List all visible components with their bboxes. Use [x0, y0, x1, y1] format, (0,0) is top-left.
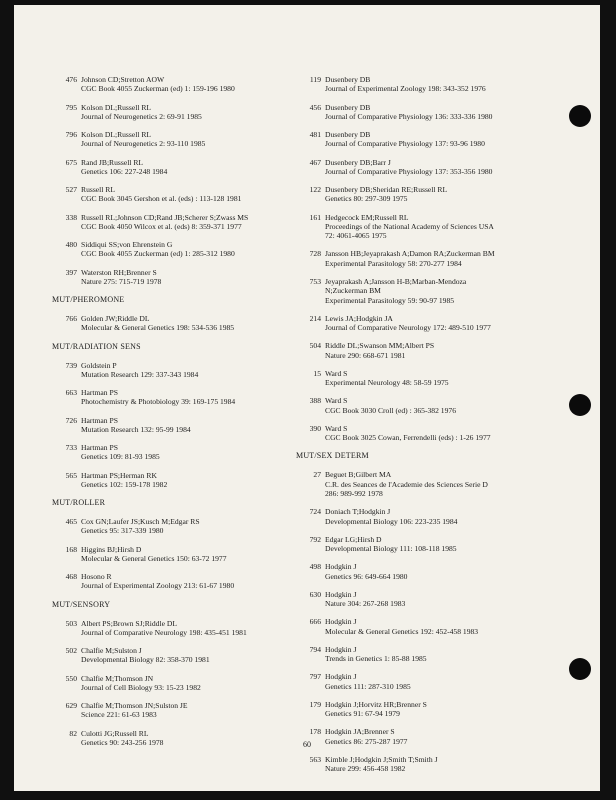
- citation-source: Genetics 86: 275-287 1977: [325, 736, 408, 746]
- citation-authors: Hartman PS: [81, 388, 118, 397]
- citation-source: Mutation Research 132: 95-99 1984: [81, 424, 191, 434]
- citation-number: 465: [65, 517, 77, 526]
- page-number: 60: [303, 740, 311, 749]
- citation-source: CGC Book 3030 Croll (ed) : 365-382 1976: [325, 405, 456, 415]
- citation-authors: Hartman PS;Herman RK: [81, 470, 157, 480]
- citation-authors: Ward S: [325, 368, 348, 378]
- citation-number: 27: [313, 470, 321, 480]
- citation-entry: [296, 470, 588, 498]
- citation-source: 286: 989-992 1978: [325, 489, 383, 499]
- citation-number: 161: [309, 212, 321, 222]
- citation-number: 397: [65, 267, 77, 277]
- citation-entry: [296, 672, 588, 691]
- citation-authors: Lewis JA;Hodgkin JA: [325, 313, 393, 323]
- citation-authors: Doniach T;Hodgkin J: [325, 507, 391, 517]
- citation-number: 481: [309, 130, 321, 139]
- citation-number: 82: [69, 728, 77, 738]
- citation-entry: [296, 396, 588, 415]
- citation-source: Journal of Comparative Physiology 137: 93-96 1980: [325, 139, 485, 149]
- binder-hole: [569, 394, 591, 416]
- citation-entry: [52, 213, 302, 232]
- citation-entry: [296, 645, 588, 664]
- citation-source: Journal of Experimental Zoology 213: 61-67 1980: [81, 581, 235, 591]
- citation-source: Journal of Comparative Physiology 137: 353-356 1980: [325, 166, 493, 176]
- citation-source: Journal of Comparative Neurology 198: 435-451 1981: [81, 627, 247, 637]
- citation-source: 72: 4061-4065 1975: [325, 231, 387, 241]
- citation-authors: Hodgkin J: [325, 672, 357, 682]
- citation-number: 504: [309, 341, 321, 351]
- citation-number: 468: [65, 572, 77, 581]
- citation-source: C.R. des Seances de l'Academie des Sciences Serie D: [325, 479, 488, 489]
- citation-entry: [296, 755, 588, 774]
- citation-authors: Hosono R: [81, 572, 112, 581]
- citation-source: CGC Book 3045 Gershon et al. (eds) : 113-128 1981: [81, 194, 242, 204]
- section-heading: MUT/PHEROMONE: [52, 295, 125, 304]
- citation-entry: [52, 103, 302, 122]
- citation-authors: Golden JW;Riddle DL: [81, 314, 150, 323]
- citation-source: Journal of Cell Biology 93: 15-23 1982: [81, 682, 201, 692]
- citation-number: 796: [65, 130, 77, 139]
- citation-entry: [296, 700, 588, 719]
- citation-source: Journal of Comparative Physiology 136: 333-336 1980: [325, 111, 493, 121]
- citation-entry: [52, 240, 302, 259]
- citation-entry: [52, 268, 302, 287]
- citation-entry: [296, 249, 588, 268]
- citation-entry: [52, 517, 302, 536]
- citation-entry: [52, 158, 302, 177]
- citation-source: Genetics 106: 227-248 1984: [81, 166, 168, 176]
- citation-number: 792: [309, 534, 321, 544]
- citation-authors: Hodgkin J: [325, 589, 357, 599]
- citation-source: Proceedings of the National Academy of Sciences USA: [325, 221, 494, 231]
- citation-entry: [296, 158, 588, 177]
- citation-number: 794: [309, 644, 321, 654]
- citation-entry: [296, 590, 588, 609]
- citation-authors: Kolson DL;Russell RL: [81, 102, 152, 112]
- citation-entry: [52, 674, 302, 693]
- citation-source: Genetics 102: 159-178 1982: [81, 479, 168, 489]
- citation-authors: Hodgkin J: [325, 562, 357, 572]
- citation-authors: Siddiqui SS;von Ehrenstein G: [81, 240, 173, 249]
- citation-number: 766: [65, 314, 77, 323]
- citation-entry: [52, 416, 302, 435]
- citation-authors: Jansson HB;Jeyaprakash A;Damon RA;Zuckerman BM: [325, 249, 495, 259]
- citation-entry: [52, 75, 302, 94]
- citation-entry: [296, 185, 588, 204]
- citation-source: Genetics 111: 287-310 1985: [325, 681, 411, 691]
- citation-number: 733: [65, 443, 77, 452]
- citation-authors: Hodgkin J;Horvitz HR;Brenner S: [325, 699, 427, 709]
- citation-authors: Dusenbery DB;Barr J: [325, 157, 391, 167]
- section-heading: MUT/ROLLER: [52, 498, 106, 507]
- citation-number: 179: [309, 699, 321, 709]
- citation-entry: [52, 185, 302, 204]
- citation-authors: Goldstein P: [81, 360, 117, 370]
- citation-number: 502: [65, 646, 77, 655]
- citation-number: 122: [309, 185, 321, 194]
- citation-authors: Johnson CD;Stretton AOW: [81, 75, 165, 84]
- citation-authors: Russell RL;Johnson CD;Rand JB;Scherer S;Zwass MS: [81, 212, 249, 222]
- citation-source: Photochemistry & Photobiology 39: 169-175 1984: [81, 397, 236, 407]
- citation-number: 168: [65, 544, 77, 554]
- citation-source: Genetics 109: 81-93 1985: [81, 452, 160, 462]
- citation-source: Science 221: 61-63 1983: [81, 710, 157, 720]
- citation-entry: [52, 646, 302, 665]
- binder-hole: [569, 105, 591, 127]
- citation-number: 456: [309, 102, 321, 112]
- citation-source: N;Zuckerman BM: [325, 286, 381, 296]
- citation-number: 663: [65, 388, 77, 397]
- citation-number: 629: [65, 701, 77, 710]
- citation-source: Trends in Genetics 1: 85-88 1985: [325, 654, 427, 664]
- citation-entry: [296, 75, 588, 94]
- citation-entry: [52, 701, 302, 720]
- citation-authors: Dusenbery DB;Sheridan RE;Russell RL: [325, 185, 448, 194]
- citation-entry: [296, 341, 588, 360]
- citation-source: Genetics 95: 317-339 1980: [81, 526, 164, 536]
- citation-entry: [296, 617, 588, 636]
- citation-authors: Hodgkin J: [325, 617, 357, 627]
- citation-number: 390: [309, 423, 321, 433]
- citation-authors: Culotti JG;Russell RL: [81, 728, 149, 738]
- citation-source: Molecular & General Genetics 192: 452-458 1983: [325, 626, 479, 636]
- citation-authors: Cox GN;Laufer JS;Kusch M;Edgar RS: [81, 517, 200, 526]
- citation-authors: Higgins BJ;Hirsh D: [81, 544, 142, 554]
- citation-source: CGC Book 4055 Zuckerman (ed) 1: 285-312 1980: [81, 249, 235, 259]
- citation-number: 476: [65, 75, 77, 84]
- citation-authors: Hartman PS: [81, 415, 118, 425]
- citation-source: Mutation Research 129: 337-343 1984: [81, 369, 199, 379]
- section-heading: MUT/RADIATION SENS: [52, 341, 141, 351]
- citation-entry: [296, 369, 588, 388]
- citation-number: 550: [65, 673, 77, 683]
- citation-source: Experimental Parasitology 58: 270-277 1984: [325, 258, 462, 268]
- citation-authors: Dusenbery DB: [325, 130, 371, 139]
- section-heading: MUT/SEX DETERM: [296, 451, 369, 461]
- citation-authors: Rand JB;Russell RL: [81, 157, 144, 167]
- citation-source: CGC Book 4050 Wilcox et al. (eds) 8: 359-371 1977: [81, 221, 242, 231]
- citation-entry: [296, 424, 588, 443]
- citation-authors: Chalfie M;Thomson JN;Sulston JE: [81, 701, 188, 710]
- citation-entry: [52, 314, 302, 333]
- citation-entry: [52, 388, 302, 407]
- citation-number: 214: [309, 313, 321, 323]
- citation-source: Journal of Neurogenetics 2: 93-110 1985: [81, 139, 206, 149]
- citation-authors: Russell RL: [81, 185, 115, 194]
- citation-source: Genetics 80: 297-309 1975: [325, 194, 408, 204]
- citation-source: Developmental Biology 111: 108-118 1985: [325, 544, 457, 554]
- citation-number: 724: [309, 507, 321, 517]
- citation-number: 467: [309, 157, 321, 167]
- citation-authors: Kimble J;Hodgkin J;Smith T;Smith J: [325, 754, 438, 764]
- citation-entry: [296, 507, 588, 526]
- citation-number: 666: [309, 617, 321, 627]
- section-heading: MUT/SENSORY: [52, 599, 111, 609]
- citation-authors: Hartman PS: [81, 443, 118, 452]
- citation-source: CGC Book 4055 Zuckerman (ed) 1: 159-196 1980: [81, 84, 235, 94]
- citation-entry: [52, 572, 302, 591]
- citation-entry: [296, 277, 588, 305]
- citation-number: 726: [65, 415, 77, 425]
- citation-authors: Dusenbery DB: [325, 75, 371, 84]
- citation-source: Genetics 96: 649-664 1980: [325, 571, 408, 581]
- citation-entry: [52, 361, 302, 380]
- citation-entry: [296, 562, 588, 581]
- citation-number: 739: [65, 360, 77, 370]
- citation-authors: Jeyaprakash A;Jansson H-B;Marban-Mendoza: [325, 276, 467, 286]
- citation-number: 753: [309, 276, 321, 286]
- citation-number: 503: [65, 618, 77, 628]
- citation-source: Nature 304: 267-268 1983: [325, 599, 406, 609]
- citation-authors: Ward S: [325, 423, 348, 433]
- citation-number: 563: [309, 754, 321, 764]
- citation-entry: [52, 443, 302, 462]
- left-column: [52, 75, 302, 756]
- citation-number: 15: [313, 368, 321, 378]
- citation-number: 527: [65, 185, 77, 194]
- citation-number: 795: [65, 102, 77, 112]
- citation-entry: [296, 213, 588, 241]
- citation-source: Journal of Neurogenetics 2: 69-91 1985: [81, 111, 202, 121]
- right-column: [296, 75, 588, 782]
- citation-authors: Hodgkin JA;Brenner S: [325, 727, 395, 737]
- citation-entry: [296, 103, 588, 122]
- binder-hole: [569, 658, 591, 680]
- citation-authors: Albert PS;Brown SJ;Riddle DL: [81, 618, 177, 628]
- citation-authors: Chalfie M;Sulston J: [81, 646, 142, 655]
- citation-number: 728: [309, 249, 321, 259]
- citation-source: Genetics 90: 243-256 1978: [81, 737, 164, 747]
- citation-number: 338: [65, 212, 77, 222]
- citation-source: Experimental Parasitology 59: 90-97 1985: [325, 295, 455, 305]
- citation-authors: Ward S: [325, 396, 348, 406]
- citation-number: 119: [309, 75, 321, 84]
- citation-entry: [52, 130, 302, 149]
- citation-authors: Waterston RH;Brenner S: [81, 267, 157, 277]
- citation-source: Developmental Biology 106: 223-235 1984: [325, 516, 458, 526]
- citation-authors: Edgar LG;Hirsh D: [325, 534, 382, 544]
- citation-source: Genetics 91: 67-94 1979: [325, 709, 400, 719]
- citation-source: Molecular & General Genetics 198: 534-536 1985: [81, 323, 235, 333]
- citation-entry: [296, 314, 588, 333]
- citation-source: CGC Book 3025 Cowan, Ferrendelli (eds) : 1-26 1977: [325, 433, 491, 443]
- citation-number: 480: [65, 240, 77, 249]
- citation-number: 178: [309, 727, 321, 737]
- citation-authors: Beguet B;Gilbert MA: [325, 470, 392, 480]
- citation-authors: Hedgecock EM;Russell RL: [325, 212, 409, 222]
- citation-source: Developmental Biology 82: 358-370 1981: [81, 655, 210, 665]
- citation-source: Journal of Experimental Zoology 198: 343-352 1976: [325, 84, 486, 94]
- citation-number: 675: [65, 157, 77, 167]
- citation-number: 388: [309, 396, 321, 406]
- citation-authors: Chalfie M;Thomson JN: [81, 673, 154, 683]
- citation-authors: Hodgkin J: [325, 644, 357, 654]
- citation-source: Nature 299: 456-458 1982: [325, 764, 406, 774]
- citation-source: Nature 290: 668-671 1981: [325, 350, 406, 360]
- citation-number: 498: [309, 562, 321, 572]
- citation-authors: Riddle DL;Swanson MM;Albert PS: [325, 341, 435, 351]
- citation-number: 797: [309, 672, 321, 682]
- citation-source: Nature 275: 715-719 1978: [81, 276, 162, 286]
- citation-authors: Dusenbery DB: [325, 102, 371, 112]
- citation-number: 630: [309, 589, 321, 599]
- citation-entry: [52, 545, 302, 564]
- citation-source: Experimental Neurology 48: 58-59 1975: [325, 378, 449, 388]
- citation-entry: [296, 130, 588, 149]
- citation-source: Molecular & General Genetics 150: 63-72 1977: [81, 553, 227, 563]
- citation-number: 565: [65, 470, 77, 480]
- citation-authors: Kolson DL;Russell RL: [81, 130, 152, 139]
- citation-entry: [52, 471, 302, 490]
- citation-entry: [52, 619, 302, 638]
- citation-entry: [296, 535, 588, 554]
- citation-source: Journal of Comparative Neurology 172: 489-510 1977: [325, 323, 491, 333]
- document-page: [14, 5, 600, 791]
